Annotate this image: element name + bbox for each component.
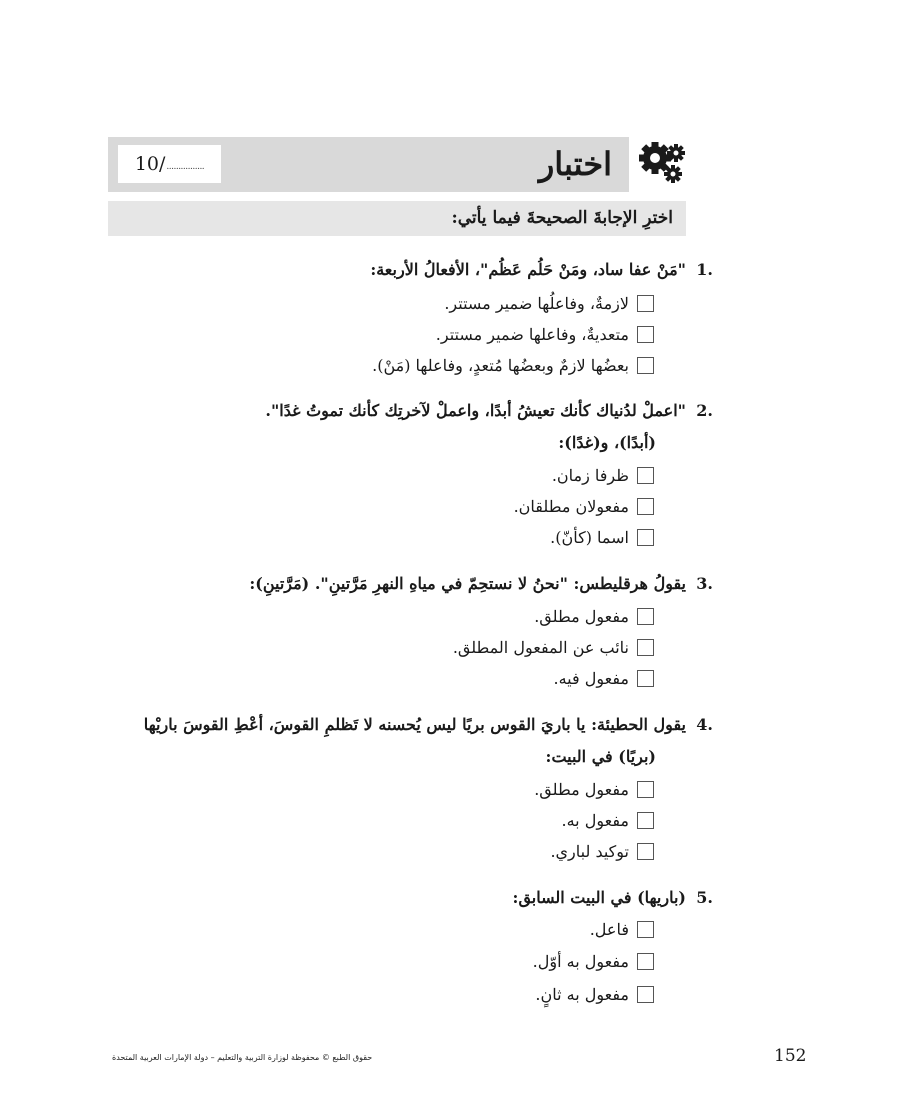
checkbox[interactable] bbox=[637, 608, 654, 625]
checkbox[interactable] bbox=[637, 639, 654, 656]
checkbox[interactable] bbox=[637, 670, 654, 687]
question-text: (باريها) في البيت السابق: bbox=[512, 888, 686, 907]
checkbox[interactable] bbox=[637, 781, 654, 798]
question-5-stem bbox=[512, 885, 713, 911]
checkbox[interactable] bbox=[637, 843, 654, 860]
question-text: "اعملْ لدُنياك كأنك تعيشُ أبدًا، واعملْ لآخرتِك كأنك تموتُ غدًا". bbox=[265, 401, 686, 420]
score-value: 10/ bbox=[134, 153, 166, 175]
question-number: 1. bbox=[696, 260, 713, 279]
page-title: اختبار bbox=[538, 145, 612, 183]
question-2-stem bbox=[265, 398, 713, 424]
checkbox[interactable] bbox=[637, 812, 654, 829]
q3-option-3[interactable] bbox=[554, 665, 655, 691]
copyright-text: حقوق الطبع © محفوظة لوزارة التربية والتعليم – دولة الإمارات العربية المتحدة bbox=[112, 1053, 373, 1062]
option-label: نائب عن المفعول المطلق. bbox=[452, 637, 629, 657]
checkbox[interactable] bbox=[637, 467, 654, 484]
checkbox[interactable] bbox=[637, 295, 654, 312]
checkbox[interactable] bbox=[637, 986, 654, 1003]
q5-option-3[interactable] bbox=[535, 981, 654, 1007]
q5-option-2[interactable] bbox=[533, 948, 654, 974]
option-label: اسما (كأنّ). bbox=[550, 527, 629, 547]
option-label: لازمةٌ، وفاعلُها ضمير مستتر. bbox=[444, 293, 629, 313]
checkbox[interactable] bbox=[637, 498, 654, 515]
question-4-continuation: (بريًا) في البيت: bbox=[545, 747, 656, 766]
q2-option-2[interactable] bbox=[514, 493, 654, 519]
option-label: توكيد لباري. bbox=[550, 841, 629, 861]
option-label: مفعول به. bbox=[561, 810, 629, 830]
q5-option-1[interactable] bbox=[590, 916, 654, 942]
page-number: 152 bbox=[774, 1046, 807, 1066]
question-4-stem bbox=[143, 712, 713, 738]
score-blank[interactable]: ................ bbox=[166, 162, 205, 172]
option-label: مفعول به ثانٍ. bbox=[535, 984, 629, 1004]
instruction-text: اخترِ الإجابةَ الصحيحةَ فيما يأتي: bbox=[451, 208, 673, 228]
checkbox[interactable] bbox=[637, 953, 654, 970]
checkbox[interactable] bbox=[637, 357, 654, 374]
q4-option-3[interactable] bbox=[550, 838, 654, 864]
question-number: 5. bbox=[696, 888, 713, 907]
option-label: متعديةٌ، وفاعلها ضمير مستتر. bbox=[435, 324, 629, 344]
checkbox[interactable] bbox=[637, 529, 654, 546]
q2-option-1[interactable] bbox=[552, 462, 654, 488]
score-box bbox=[118, 145, 221, 183]
q2-option-3[interactable] bbox=[550, 524, 654, 550]
question-number: 4. bbox=[696, 715, 713, 734]
question-text: يقولُ هرقليطس: "نحنُ لا نستحِمّ في مياهِ النهرِ مَرَّتينِ". (مَرَّتينِ): bbox=[249, 574, 686, 593]
question-number: 2. bbox=[696, 401, 713, 420]
gears-icon bbox=[638, 140, 688, 186]
q4-option-1[interactable] bbox=[534, 776, 654, 802]
question-2-continuation: (أبدًا)، و(غدًا): bbox=[558, 433, 656, 452]
q1-option-1[interactable] bbox=[444, 290, 654, 316]
question-3-stem bbox=[249, 571, 713, 597]
checkbox[interactable] bbox=[637, 326, 654, 343]
question-text: "مَنْ عفا ساد، ومَنْ حَلُم عَظُم"، الأفعالُ الأربعة: bbox=[370, 260, 686, 279]
q3-option-1[interactable] bbox=[534, 603, 654, 629]
option-label: مفعول مطلق. bbox=[534, 606, 629, 626]
checkbox[interactable] bbox=[637, 921, 654, 938]
option-label: مفعول مطلق. bbox=[534, 779, 629, 799]
option-label: مفعولان مطلقان. bbox=[513, 496, 629, 516]
question-text: يقول الحطيئة: يا باريَ القوس بريًا ليس يُحسنه لا تَظلمِ القوسَ، أعْطِ القوسَ باريْها bbox=[143, 715, 686, 734]
q1-option-2[interactable] bbox=[436, 321, 654, 347]
option-label: مفعول به أوّل. bbox=[532, 951, 629, 971]
question-1-stem bbox=[370, 257, 713, 283]
option-label: فاعل. bbox=[589, 919, 629, 939]
q4-option-2[interactable] bbox=[562, 807, 654, 833]
option-label: ظرفا زمان. bbox=[551, 465, 629, 485]
option-label: بعضُها لازمٌ وبعضُها مُتعدٍ، وفاعلها (مَنْ). bbox=[372, 355, 629, 375]
question-number: 3. bbox=[696, 574, 713, 593]
q1-option-3[interactable] bbox=[372, 352, 654, 378]
q3-option-2[interactable] bbox=[453, 634, 654, 660]
option-label: مفعول فيه. bbox=[553, 668, 629, 688]
